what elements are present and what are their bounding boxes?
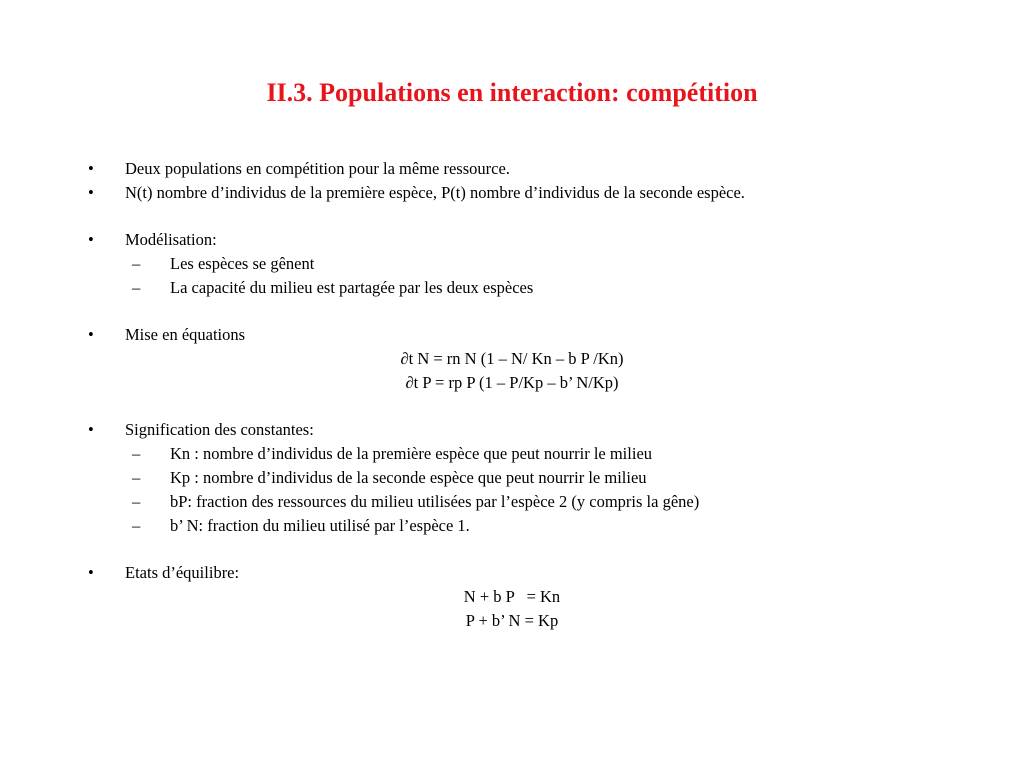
bullet-item: [0, 157, 1024, 181]
sub-bullet-item: [0, 514, 1024, 538]
bullet-item: [0, 228, 1024, 252]
bullet-text: Etats d’équilibre:: [125, 563, 240, 582]
bullet-item: [0, 418, 1024, 442]
bullet-marker: •: [88, 563, 94, 582]
bullet-marker: •: [88, 325, 94, 344]
bullet-marker: •: [88, 230, 94, 249]
sub-bullet-item: [0, 276, 1024, 300]
sub-bullet-marker: –: [132, 444, 141, 463]
sub-bullet-item: [0, 466, 1024, 490]
bullet-text: Mise en équations: [125, 325, 246, 344]
bullet-marker: •: [88, 183, 94, 202]
bullet-text: Signification des constantes:: [125, 420, 314, 439]
sub-bullet-marker: –: [132, 468, 141, 487]
slide-title: II.3. Populations en interaction: compétition: [266, 78, 758, 107]
bullet-marker: •: [88, 159, 94, 178]
sub-bullet-text: Kn : nombre d’individus de la première espèce que peut nourrir le milieu: [170, 444, 653, 463]
sub-bullet-item: [0, 252, 1024, 276]
bullet-text: N(t) nombre d’individus de la première espèce, P(t) nombre d’individus de la seconde espèce.: [125, 183, 745, 202]
sub-bullet-text: Les espèces se gênent: [170, 254, 315, 273]
equation-line: ∂t P = rp P (1 – P/Kp – b’ N/Kp): [405, 373, 619, 392]
sub-bullet-text: La capacité du milieu est partagée par les deux espèces: [170, 278, 534, 297]
sub-bullet-text: bP: fraction des ressources du milieu utilisées par l’espèce 2 (y compris la gêne): [170, 492, 700, 511]
equation-line: ∂t N = rn N (1 – N/ Kn – b P /Kn): [400, 349, 624, 368]
equilibrium-equation: N + b P = Kn: [463, 587, 561, 606]
sub-bullet-text: b’ N: fraction du milieu utilisé par l’espèce 1.: [170, 516, 470, 535]
slide-content: [0, 157, 1024, 633]
sub-bullet-marker: –: [132, 516, 141, 535]
sub-bullet-marker: –: [132, 278, 141, 297]
bullet-item: [0, 323, 1024, 347]
bullet-marker: •: [88, 420, 94, 439]
sub-bullet-marker: –: [132, 254, 141, 273]
sub-bullet-marker: –: [132, 492, 141, 511]
bullet-text: Modélisation:: [125, 230, 217, 249]
sub-bullet-item: [0, 490, 1024, 514]
sub-bullet-text: Kp : nombre d’individus de la seconde espèce que peut nourrir le milieu: [170, 468, 647, 487]
bullet-text: Deux populations en compétition pour la même ressource.: [125, 159, 510, 178]
bullet-item: [0, 181, 1024, 205]
equilibrium-equation: P + b’ N = Kp: [465, 611, 559, 630]
bullet-item: [0, 561, 1024, 585]
sub-bullet-item: [0, 442, 1024, 466]
